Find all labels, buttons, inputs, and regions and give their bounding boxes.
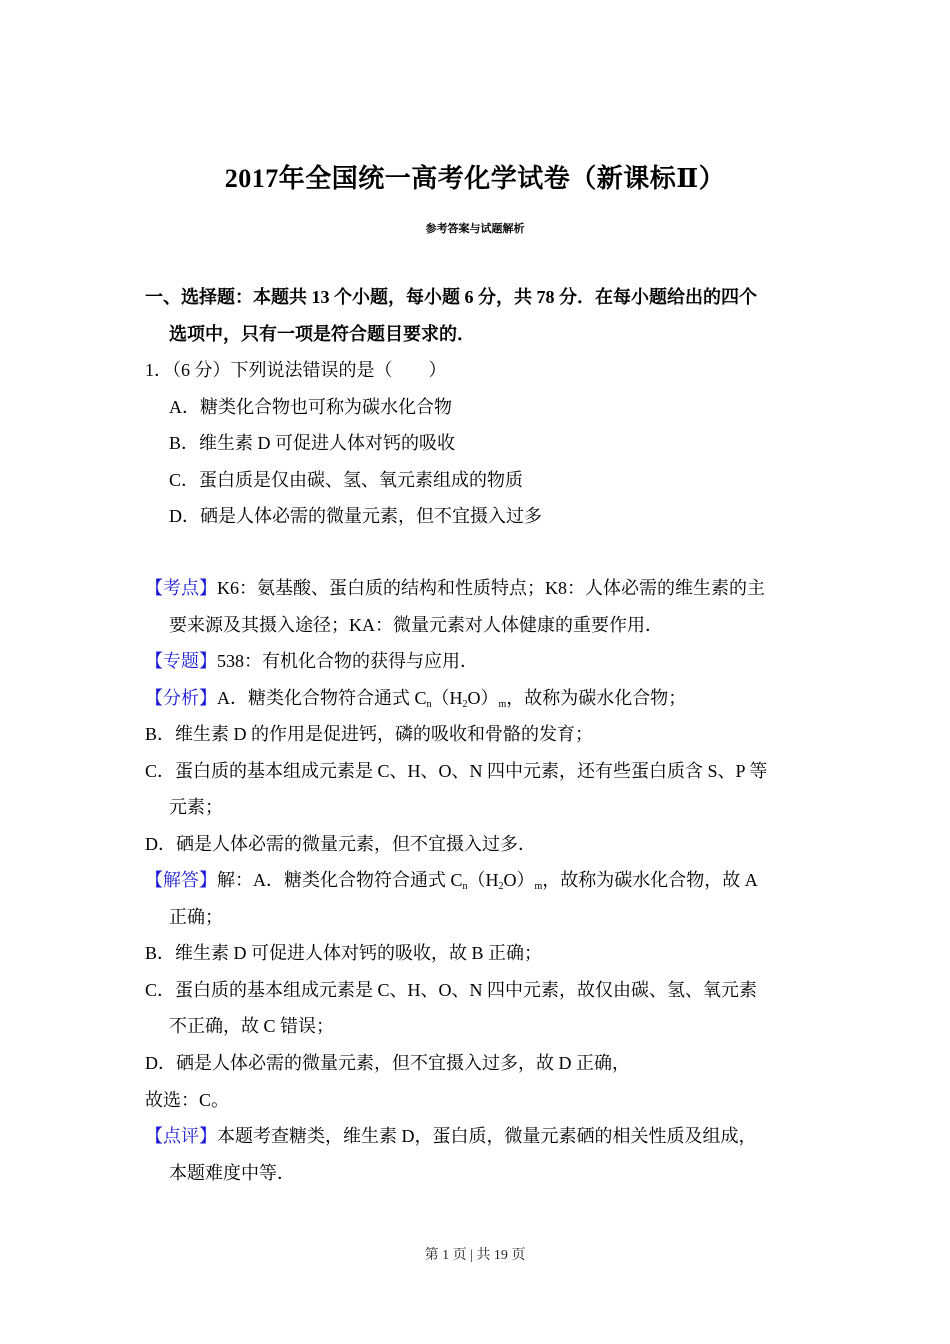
option-b: B．维生素 D 可促进人体对钙的吸收: [169, 433, 456, 453]
dianping-label: 【点评】: [145, 1126, 217, 1146]
fenxi-a-text: （H: [431, 688, 463, 708]
fenxi-a-text: ，故称为碳水化合物；: [506, 688, 687, 708]
page-subtitle: 参考答案与试题解析: [425, 222, 525, 235]
fenxi-a-text: O）: [467, 688, 499, 708]
jieda-d: D．硒是人体必需的微量元素，但不宜摄入过多，故 D 正确，: [145, 1053, 630, 1073]
jieda-a-cont: 正确；: [169, 907, 223, 927]
kaodian-line: [145, 576, 765, 600]
kaodian-label: 【考点】: [145, 578, 217, 598]
kaodian-text: K6：氨基酸、蛋白质的结构和性质特点；K8：人体必需的维生素的主: [217, 578, 765, 598]
jieda-line: [145, 868, 758, 899]
kaodian-cont: 要来源及其摄入途径；KA：微量元素对人体健康的重要作用．: [169, 615, 663, 635]
fenxi-line: [145, 686, 686, 717]
answer-line: 故选：C。: [145, 1090, 230, 1110]
subscript-m: m: [534, 881, 543, 892]
page-title: 2017年全国统一高考化学试卷（新课标Ⅱ）: [224, 164, 726, 193]
dianping-cont: 本题难度中等．: [169, 1163, 295, 1183]
option-d: D．硒是人体必需的微量元素，但不宜摄入过多: [169, 506, 542, 526]
jieda-b: B．维生素 D 可促进人体对钙的吸收，故 B 正确；: [145, 943, 543, 963]
jieda-a-text: ，故称为碳水化合物，故 A: [542, 870, 758, 890]
jieda-a-text: O）: [503, 870, 535, 890]
fenxi-c-cont: 元素；: [169, 797, 223, 817]
dianping-text: 本题考查糖类，维生素 D，蛋白质，微量元素硒的相关性质及组成，: [217, 1126, 757, 1146]
subscript-2: 2: [498, 881, 504, 892]
fenxi-d: D．硒是人体必需的微量元素，但不宜摄入过多．: [145, 834, 536, 854]
fenxi-label: 【分析】: [145, 688, 217, 708]
subscript-n: n: [462, 881, 468, 892]
jieda-c-cont: 不正确，故 C 错误；: [169, 1016, 335, 1036]
fenxi-c: C．蛋白质的基本组成元素是 C、H、O、N 四中元素，还有些蛋白质含 S、P 等: [145, 761, 768, 781]
section-heading-cont: 选项中，只有一项是符合题目要求的．: [169, 324, 475, 344]
subscript-n: n: [426, 699, 432, 710]
option-c: C．蛋白质是仅由碳、氢、氧元素组成的物质: [169, 470, 524, 490]
zhuanti-line: [145, 649, 478, 673]
jieda-a-text: 解：A．糖类化合物符合通式 C: [217, 870, 463, 890]
option-a: A．糖类化合物也可称为碳水化合物: [169, 397, 452, 417]
jieda-label: 【解答】: [145, 870, 217, 890]
jieda-c: C．蛋白质的基本组成元素是 C、H、O、N 四中元素，故仅由碳、氢、氧元素: [145, 980, 758, 1000]
jieda-a-text: （H: [467, 870, 499, 890]
zhuanti-label: 【专题】: [145, 651, 217, 671]
page-footer: 第 1 页 | 共 19 页: [424, 1248, 526, 1263]
fenxi-a-text: A．糖类化合物符合通式 C: [217, 688, 427, 708]
question-stem: 1．（6 分）下列说法错误的是（ ）: [145, 360, 447, 380]
fenxi-b: B．维生素 D 的作用是促进钙，磷的吸收和骨骼的发育；: [145, 724, 594, 744]
subscript-2: 2: [462, 699, 468, 710]
dianping-line: [145, 1124, 757, 1148]
section-heading: 一、选择题：本题共 13 个小题，每小题 6 分，共 78 分．在每小题给出的四个: [145, 287, 757, 307]
subscript-m: m: [498, 699, 507, 710]
zhuanti-text: 538：有机化合物的获得与应用．: [217, 651, 478, 671]
